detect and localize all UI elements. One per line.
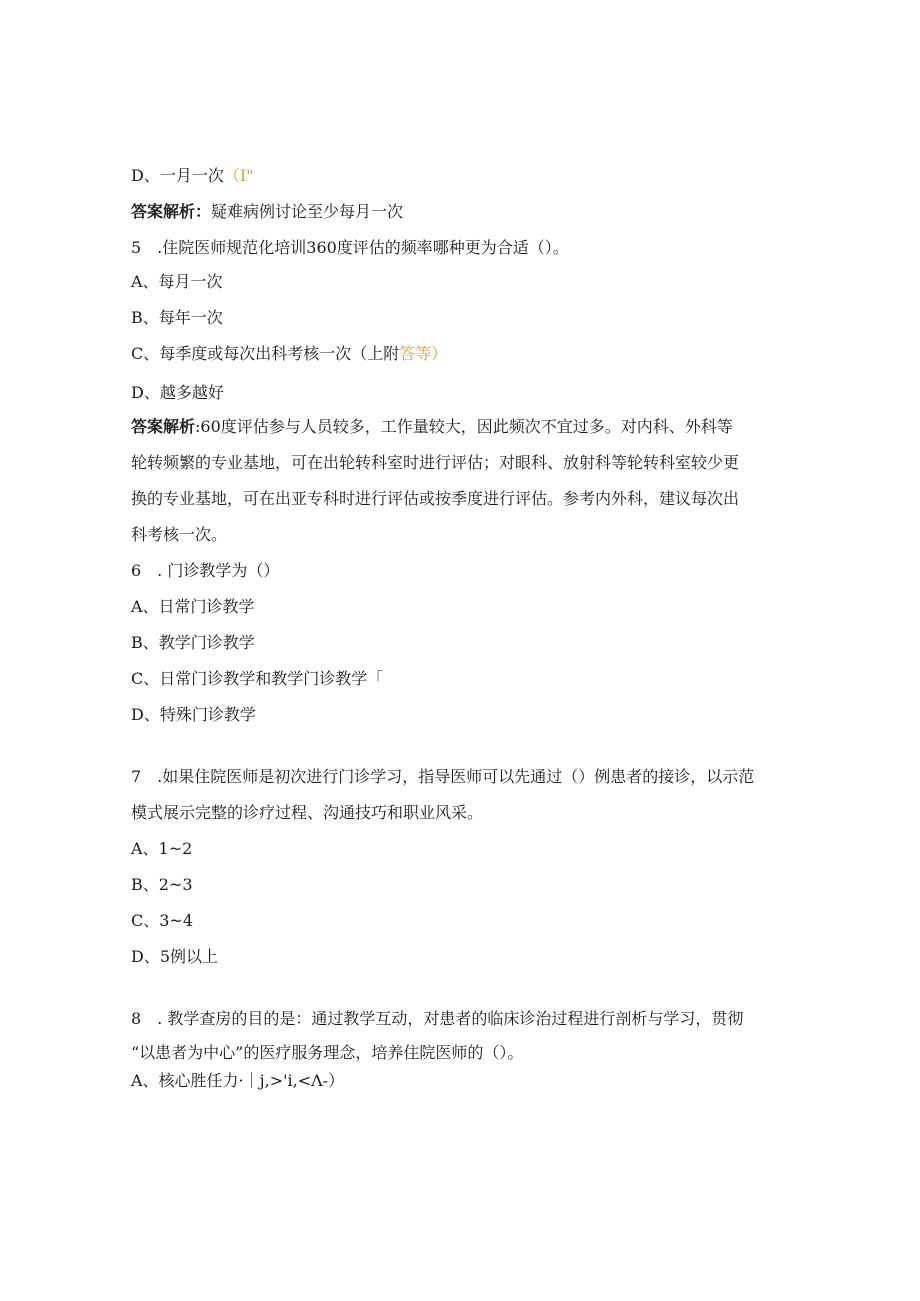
q5-option-c-text: C、每季度或每次出科考核一次（上附 (131, 344, 400, 363)
q5-analysis-label: 答案解析 (131, 417, 196, 436)
q7-option-b: B、2~3 (131, 875, 193, 894)
q7-question-line-1: 7 .如果住院医师是初次进行门诊学习，指导医师可以先通过（）例患者的接诊，以示范 (131, 767, 755, 786)
q5-option-c-mark: 答等） (399, 344, 448, 363)
q5-analysis-line-2: 轮转频繁的专业基地，可在出轮转科室时进行评估；对眼科、放射科等轮转科室较少更 (131, 453, 740, 472)
q7-option-d: D、5例以上 (131, 947, 219, 966)
q5-option-c (131, 344, 447, 364)
q4-analysis-text: 疑难病例讨论至少每月一次 (211, 202, 404, 221)
q8-question-line-1: 8 . 教学查房的目的是：通过教学互动，对患者的临床诊治过程进行剖析与学习，贯彻 (131, 1009, 744, 1028)
q4-analysis (131, 202, 403, 222)
q5-analysis-line-4: 科考核一次。 (131, 525, 228, 544)
q5-analysis-line-3: 换的专业基地，可在出亚专科时进行评估或按季度进行评估。参考内外科，建议每次出 (131, 489, 740, 508)
q4-option-d (131, 166, 254, 186)
q8-option-a: A、核心胜任力·｜j,>'i,<Λ-） (131, 1071, 345, 1090)
q6-question: 6 . 门诊教学为（） (131, 561, 280, 580)
q5-option-d: D、越多越好 (131, 383, 224, 402)
q7-option-c: C、3~4 (131, 911, 194, 930)
q7-option-a: A、1~2 (131, 839, 193, 858)
q5-analysis-text: :60度评估参与人员较多，工作量较大，因此频次不宜过多。对内科、外科等 (195, 417, 733, 436)
q4-option-d-text: D、一月一次 (131, 166, 224, 185)
q8-question-line-2: “以患者为中心”的医疗服务理念，培养住院医师的（）。 (131, 1043, 524, 1062)
q6-option-d: D、特殊门诊教学 (131, 705, 256, 724)
q4-analysis-label: 答案解析： (131, 202, 212, 221)
q5-question: 5 .住院医师规范化培训360度评估的频率哪种更为合适（）。 (131, 238, 569, 257)
q7-question-line-2: 模式展示完整的诊疗过程、沟通技巧和职业风采。 (131, 803, 484, 822)
q6-option-c: C、日常门诊教学和教学门诊教学「 (131, 669, 384, 688)
q5-analysis-line-1 (131, 417, 733, 437)
q4-option-d-mark: （I" (223, 166, 254, 185)
q5-option-a: A、每月一次 (131, 272, 223, 291)
q6-option-a: A、日常门诊教学 (131, 597, 255, 616)
q6-option-b: B、教学门诊教学 (131, 633, 255, 652)
q5-option-b: B、每年一次 (131, 308, 223, 327)
